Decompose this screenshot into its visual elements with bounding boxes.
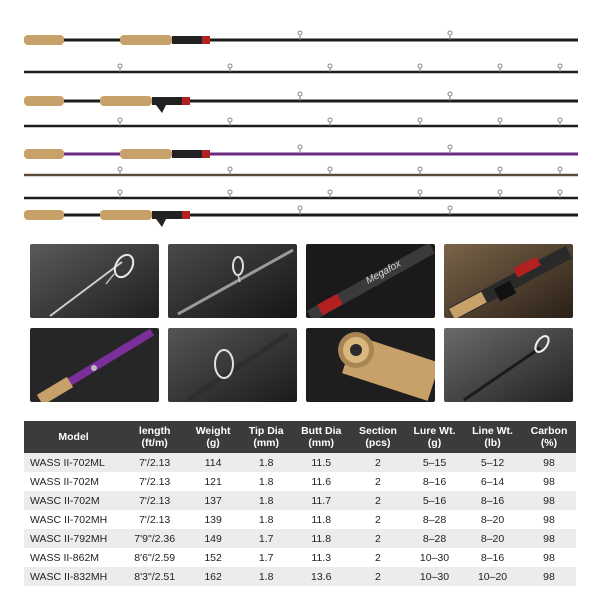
column-header-line: Line Wt. — [472, 425, 513, 437]
spec-cell: 8'6"/2.59 — [123, 548, 186, 567]
model-cell: WASC II-792MH — [24, 529, 123, 548]
rod-guide-ring — [498, 167, 502, 171]
rod-guide-ring — [418, 167, 422, 171]
rod-guide-ring — [228, 167, 232, 171]
table-row — [24, 472, 576, 491]
spec-cell: 121 — [186, 472, 240, 491]
rod-guide-ring — [558, 167, 562, 171]
spec-cell: 7'/2.13 — [123, 453, 186, 472]
photo-blank-logo — [306, 244, 435, 318]
table-row — [24, 453, 576, 472]
spec-cell: 2 — [350, 510, 406, 529]
column-header-line: Section — [358, 425, 397, 437]
spec-cell: 1.8 — [240, 567, 292, 586]
spec-cell: 8'3"/2.51 — [123, 567, 186, 586]
spec-cell: 1.7 — [240, 548, 292, 567]
column-header — [463, 421, 522, 453]
rod-illustration — [0, 0, 600, 235]
column-header-line: (pcs) — [365, 437, 391, 449]
model-cell: WASC II-702MH — [24, 510, 123, 529]
rod-guide-ring — [448, 92, 452, 96]
rod-2-casting-butt — [24, 96, 578, 113]
spec-cell: 8–16 — [406, 472, 463, 491]
spec-cell: 137 — [186, 491, 240, 510]
spec-cell: 98 — [522, 567, 576, 586]
spec-cell: 2 — [350, 529, 406, 548]
spec-cell: 1.7 — [240, 529, 292, 548]
spec-cell: 162 — [186, 567, 240, 586]
rod-guide-ring — [498, 190, 502, 194]
spec-cell: 5–16 — [406, 491, 463, 510]
spec-cell: 7'9"/2.36 — [123, 529, 186, 548]
rod-fore-grip — [100, 210, 152, 220]
photo-reel-seat — [444, 244, 573, 318]
rod-fore-grip — [120, 149, 172, 159]
rod-guide-ring — [418, 64, 422, 68]
spec-cell: 8–16 — [463, 548, 522, 567]
spec-cell: 8–28 — [406, 510, 463, 529]
spec-cell: 7'/2.13 — [123, 510, 186, 529]
column-header-line: Lure Wt. — [413, 425, 456, 437]
spec-cell: 5–12 — [463, 453, 522, 472]
rod-3-spinning-butt — [24, 149, 578, 159]
column-header — [350, 421, 406, 453]
spec-cell: 98 — [522, 453, 576, 472]
table-row — [24, 529, 576, 548]
rod-trim-ring — [182, 97, 190, 105]
rod-trim-ring — [202, 150, 210, 158]
rod-trim-ring — [202, 36, 210, 44]
rod-4-casting-butt — [24, 210, 578, 227]
rod-guide-ring — [298, 31, 302, 35]
rod-guide-ring — [228, 64, 232, 68]
rod-guide-ring — [298, 92, 302, 96]
rod-guide-ring — [558, 118, 562, 122]
spec-cell: 13.6 — [292, 567, 350, 586]
spec-cell: 2 — [350, 491, 406, 510]
model-cell: WASS II-702ML — [24, 453, 123, 472]
column-header — [522, 421, 576, 453]
rod-guide-ring — [328, 167, 332, 171]
spec-cell: 114 — [186, 453, 240, 472]
photo-tip-top — [444, 328, 573, 402]
spec-cell: 2 — [350, 472, 406, 491]
rod-guide-ring — [118, 64, 122, 68]
column-header-line: Carbon — [530, 425, 568, 437]
spec-cell: 10–30 — [406, 567, 463, 586]
rod-guide-ring — [418, 118, 422, 122]
rod-trigger — [156, 105, 166, 113]
rod-guide-ring — [228, 118, 232, 122]
spec-table — [24, 421, 576, 586]
rod-guide-ring — [558, 190, 562, 194]
rod-guide-ring — [328, 190, 332, 194]
rod-reel-seat — [152, 211, 182, 219]
rod-guide-ring — [298, 145, 302, 149]
spec-cell: 5–15 — [406, 453, 463, 472]
spec-cell: 8–20 — [463, 529, 522, 548]
rod-guide-ring — [498, 118, 502, 122]
spec-cell: 2 — [350, 567, 406, 586]
column-header — [292, 421, 350, 453]
rod-1-spinning-butt — [24, 35, 578, 45]
spec-cell: 98 — [522, 548, 576, 567]
spec-cell: 152 — [186, 548, 240, 567]
column-header-line: (mm) — [253, 437, 279, 449]
spec-cell: 139 — [186, 510, 240, 529]
spec-cell: 1.8 — [240, 472, 292, 491]
column-header-line: (ft/m) — [141, 437, 168, 449]
column-header — [186, 421, 240, 453]
rod-guide-ring — [558, 64, 562, 68]
column-header-line: (g) — [206, 437, 220, 449]
spec-cell: 8–20 — [463, 510, 522, 529]
column-header-line: Weight — [195, 425, 231, 437]
column-header-line: length — [138, 425, 171, 437]
rod-guide-ring — [328, 118, 332, 122]
rod-guide-ring — [418, 190, 422, 194]
spec-cell: 8–28 — [406, 529, 463, 548]
rod-reel-seat — [152, 97, 182, 105]
spec-cell: 11.7 — [292, 491, 350, 510]
column-header — [240, 421, 292, 453]
spec-cell: 98 — [522, 491, 576, 510]
model-cell: WASC II-832MH — [24, 567, 123, 586]
spec-table-header — [24, 421, 576, 453]
model-cell: WASS II-862M — [24, 548, 123, 567]
table-row — [24, 491, 576, 510]
photo-ring-guide — [168, 328, 297, 402]
rod-guide-ring — [118, 190, 122, 194]
rod-guide-ring — [448, 206, 452, 210]
photo-guide-on-blank — [168, 244, 297, 318]
rod-guide-ring — [228, 190, 232, 194]
column-header-line: Model — [58, 431, 89, 443]
spec-cell: 2 — [350, 548, 406, 567]
spec-cell: 1.8 — [240, 491, 292, 510]
spec-cell: 98 — [522, 472, 576, 491]
column-header-line: (lb) — [484, 437, 501, 449]
rod-guide-ring — [328, 64, 332, 68]
spec-cell: 98 — [522, 529, 576, 548]
rod-trigger — [156, 219, 166, 227]
rod-guide-ring — [448, 31, 452, 35]
rod-rear-grip — [24, 210, 64, 220]
rod-logo-text: Megafox — [364, 258, 404, 287]
column-header — [24, 421, 123, 453]
column-header-line: Butt Dia — [301, 425, 342, 437]
spec-cell: 11.8 — [292, 529, 350, 548]
rod-reel-seat — [172, 36, 202, 44]
rod-trim-ring — [182, 211, 190, 219]
table-row — [24, 510, 576, 529]
model-cell: WASS II-702M — [24, 472, 123, 491]
column-header — [123, 421, 186, 453]
spec-cell: 10–30 — [406, 548, 463, 567]
spec-cell: 11.8 — [292, 510, 350, 529]
spec-cell: 1.8 — [240, 510, 292, 529]
rod-rear-grip — [24, 96, 64, 106]
spec-cell: 11.3 — [292, 548, 350, 567]
photo-tip-guide — [30, 244, 159, 318]
rod-guide-ring — [448, 145, 452, 149]
column-header-line: Tip Dia — [248, 425, 284, 437]
rod-rear-grip — [24, 35, 64, 45]
table-row — [24, 548, 576, 567]
rod-rear-grip — [24, 149, 64, 159]
photo-cork-butt-end — [306, 328, 435, 402]
column-header-line: (%) — [540, 437, 558, 449]
spec-cell: 11.6 — [292, 472, 350, 491]
rod-fore-grip — [100, 96, 152, 106]
column-header-line: (mm) — [308, 437, 335, 449]
spec-cell: 149 — [186, 529, 240, 548]
rod-guide-ring — [298, 206, 302, 210]
spec-cell: 7'/2.13 — [123, 472, 186, 491]
column-header-line: (g) — [427, 437, 442, 449]
spec-cell: 7'/2.13 — [123, 491, 186, 510]
rod-guide-ring — [118, 167, 122, 171]
spec-cell: 1.8 — [240, 453, 292, 472]
rod-fore-grip — [120, 35, 172, 45]
column-header — [406, 421, 463, 453]
rod-reel-seat — [172, 150, 202, 158]
spec-cell: 98 — [522, 510, 576, 529]
spec-cell: 10–20 — [463, 567, 522, 586]
spec-cell: 2 — [350, 453, 406, 472]
spec-cell: 6–14 — [463, 472, 522, 491]
rod-guide-ring — [118, 118, 122, 122]
table-row — [24, 567, 576, 586]
photo-purple-blank — [30, 328, 159, 402]
model-cell: WASC II-702M — [24, 491, 123, 510]
rod-guide-ring — [498, 64, 502, 68]
spec-cell: 11.5 — [292, 453, 350, 472]
spec-cell: 8–16 — [463, 491, 522, 510]
